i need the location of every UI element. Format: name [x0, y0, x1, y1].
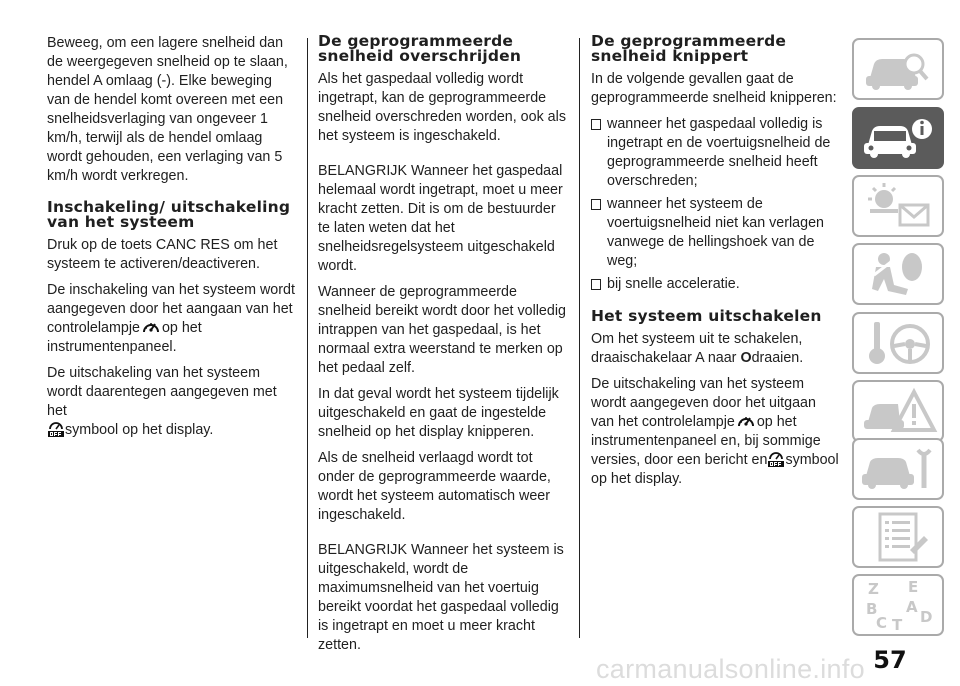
heading-exceed-speed: De geprogrammeerde snelheid overschrijden — [318, 32, 522, 65]
column-3 — [591, 34, 841, 496]
text: De uitschakeling van het systeem wordt daarentegen aangegeven met het — [47, 365, 277, 419]
text: Om het systeem uit te schakelen, draaischakelaar A naar — [591, 331, 803, 366]
paragraph-deactivation — [591, 375, 841, 489]
svg-text:C: C — [876, 614, 888, 632]
svg-text:Z: Z — [868, 580, 879, 598]
paragraph-switch-off — [591, 330, 841, 368]
svg-text:T: T — [892, 616, 903, 634]
paragraph-deactivation-indicator — [47, 364, 297, 440]
paragraph-speed-decrease: Beweeg, om een lagere snelheid dan de weergegeven snelheid op te slaan, hendel A omlaag (-). Elke beweging van de hendel komt overeen met een snelheidsverlaging van ongeveer 1 km/h, terwijl als de hendel omlaag wordt gehouden, een verlaging van 5 km/h wordt verkregen. — [47, 35, 288, 184]
paragraph-temporary-off: In dat geval wordt het systeem tijdelijk uitgeschakeld en gaat de ingestelde snelheid op het display knipperen. — [318, 386, 559, 440]
position-o: O — [740, 350, 752, 366]
text: De inschakeling van het systeem wordt aangegeven door het aangaan van het controlelampje — [47, 282, 295, 336]
nav-tab-vehicle-info[interactable] — [852, 107, 944, 169]
checkbox-bullet-icon — [591, 279, 601, 290]
document-list-icon — [854, 508, 942, 566]
warning-light-message-icon — [854, 177, 942, 235]
car-info-icon — [854, 109, 942, 167]
svg-text:B: B — [866, 600, 878, 618]
nav-tab-starting-driving[interactable] — [852, 312, 944, 374]
key-steering-wheel-icon — [854, 314, 942, 372]
text: wanneer het systeem de voertuigsnelheid niet kan verlagen vanwege de hellingshoek van de weg; — [607, 196, 824, 269]
text: bij snelle acceleratie. — [607, 276, 740, 292]
heading-speed-flashing: De geprogrammeerde snelheid knippert — [591, 32, 787, 65]
nav-tab-warnings[interactable] — [852, 175, 944, 237]
text: op het instrumentenpaneel. — [47, 320, 202, 355]
nav-tab-technical-data[interactable] — [852, 506, 944, 568]
paragraph-activation-indicator — [47, 281, 297, 357]
column-1 — [47, 34, 297, 447]
nav-tab-safety[interactable] — [852, 243, 944, 305]
spacer — [318, 153, 568, 162]
alphabet-index-icon — [854, 576, 942, 634]
checkbox-bullet-icon — [591, 199, 601, 210]
nav-tab-maintenance[interactable] — [852, 438, 944, 500]
emergency-triangle-icon — [854, 382, 942, 440]
page-number: 57 — [873, 646, 907, 674]
nav-tab-index[interactable] — [852, 574, 944, 636]
text: De uitschakeling van het systeem wordt aangegeven door het uitgaan van het controlelampje — [591, 376, 816, 430]
car-search-icon — [854, 40, 942, 98]
svg-text:E: E — [908, 578, 919, 596]
svg-text:A: A — [906, 598, 918, 616]
text: op het instrumentenpaneel en, bij sommige versies, door een bericht en — [591, 414, 821, 468]
heading-activation: Inschakeling/ uitschakeling van het systeem — [47, 198, 291, 231]
spacer — [318, 532, 568, 541]
column-divider — [579, 38, 580, 638]
car-wrench-icon — [854, 440, 942, 498]
text: draaien. — [751, 350, 804, 366]
list-item — [591, 115, 841, 191]
speed-limiter-off-icon — [767, 451, 785, 467]
speed-limiter-off-icon — [47, 421, 65, 437]
speedometer-icon — [737, 413, 755, 429]
watermark: carmanualsonline.info — [596, 654, 865, 684]
airbag-safety-icon — [854, 245, 942, 303]
text: symbool op het display. — [591, 452, 839, 487]
checkbox-bullet-icon — [591, 119, 601, 130]
speedometer-icon — [142, 319, 160, 335]
paragraph-auto-reactivate: Als de snelheid verlaagd wordt tot onder de geprogrammeerde waarde, wordt het systeem automatisch weer ingeschakeld. — [318, 450, 551, 523]
nav-tab-vehicle-search[interactable] — [852, 38, 944, 100]
checklist — [591, 115, 841, 294]
svg-text:D: D — [920, 608, 933, 626]
text: symbool op het display. — [65, 422, 214, 438]
paragraph-resistance: Wanneer de geprogrammeerde snelheid bereikt wordt door het volledig intrappen van het gaspedaal, is het normaal extra weerstand te merken op het pedaal zelf. — [318, 284, 566, 376]
paragraph-important-1: BELANGRIJK Wanneer het gaspedaal helemaal wordt ingetrapt, moet u meer kracht zetten. Dit is om de bestuurder te laten weten dat het snelheidsregelsysteem uitgeschakeld wordt. — [318, 163, 563, 274]
paragraph-important-2: BELANGRIJK Wanneer het systeem is uitgeschakeld, wordt de maximumsnelheid van het voertuig bereikt voordat het gaspedaal volledig is ingetrapt en moet u meer kracht zetten. — [318, 542, 564, 653]
column-2 — [318, 34, 568, 662]
heading-system-off: Het systeem uitschakelen — [591, 307, 822, 325]
text: wanneer het gaspedaal volledig is ingetrapt en de voertuigsnelheid de geprogrammeerde snelheid heeft overschreden; — [607, 116, 831, 189]
nav-tab-emergency[interactable] — [852, 380, 944, 442]
list-item — [591, 195, 841, 271]
paragraph-exceed: Als het gaspedaal volledig wordt ingetrapt, kan de geprogrammeerde snelheid overschreden worden, ook als het systeem is ingeschakeld. — [318, 71, 566, 144]
list-item — [591, 275, 841, 294]
column-divider — [307, 38, 308, 638]
paragraph-flashing-cases: In de volgende gevallen gaat de geprogrammeerde snelheid knipperen: — [591, 71, 837, 106]
paragraph-canc-res: Druk op de toets CANC RES om het systeem te activeren/deactiveren. — [47, 237, 278, 272]
